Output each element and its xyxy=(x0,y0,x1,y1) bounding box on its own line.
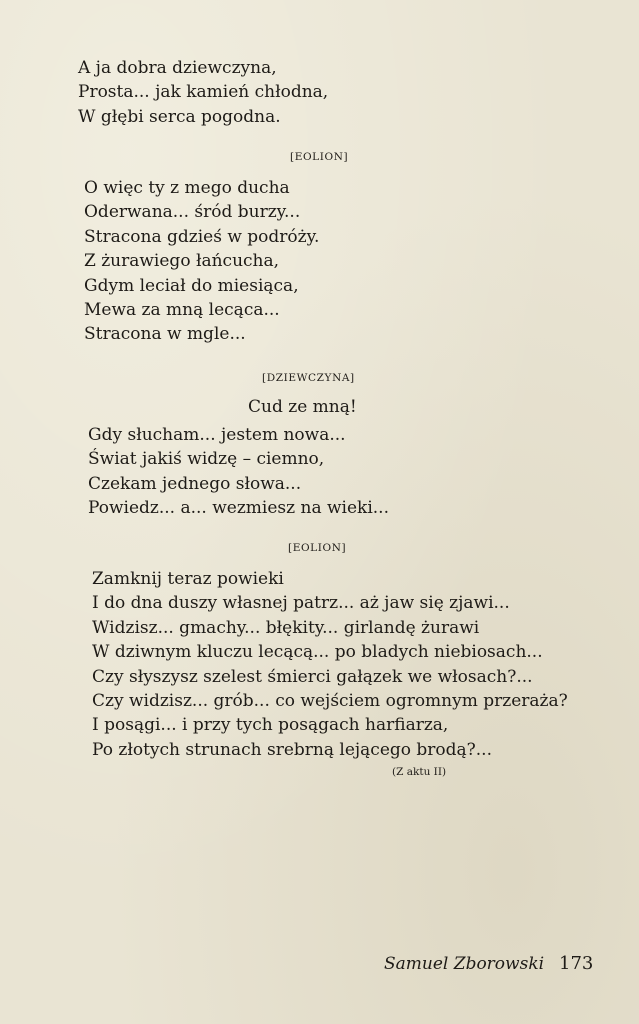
verse-line-indented: Cud ze mną! xyxy=(248,397,357,417)
verse-line: Zamknij teraz powieki xyxy=(92,569,284,589)
source-note: (Z aktu II) xyxy=(392,766,447,778)
verse-line: A ja dobra dziewczyna, xyxy=(78,58,277,78)
verse-line: Czy widzisz... grób... co wejściem ogromnym przeraża? xyxy=(92,691,568,712)
verse-line: O więc ty z mego ducha xyxy=(84,178,290,198)
verse-line: W dziwnym kluczu lecącą... po bladych niebiosach... xyxy=(92,642,543,663)
speaker-label-eolion: [EOLION] xyxy=(288,542,347,554)
verse-line: Stracona w mgle... xyxy=(84,324,246,345)
running-footer-author: Samuel Zborowski xyxy=(384,954,545,974)
stanza-4 xyxy=(92,567,568,762)
speaker-label-dziewczyna: [DZIEWCZYNA] xyxy=(262,372,355,384)
verse-line: I posągi... i przy tych posągach harfiarza, xyxy=(92,715,449,736)
verse-line: Oderwana... śród burzy... xyxy=(84,202,301,223)
verse-line: Czy słyszysz szelest śmierci gałązek we włosach?... xyxy=(92,666,533,687)
verse-line: Powiedz... a... wezmiesz na wieki... xyxy=(88,498,389,519)
verse-line: I do dna duszy własnej patrz... aż jaw się zjawi... xyxy=(92,593,510,614)
verse-line: Prosta... jak kamień chłodna, xyxy=(78,82,329,103)
page-number: 173 xyxy=(559,953,594,974)
verse-line: W głębi serca pogodna. xyxy=(78,106,281,127)
verse-line: Widzisz... gmachy... błękity... girlandę żurawi xyxy=(92,617,480,638)
stanza-2 xyxy=(84,176,319,347)
verse-line: Czekam jednego słowa... xyxy=(88,473,302,494)
verse-line: Po złotych strunach srebrną lejącego brodą?... xyxy=(92,739,492,760)
speaker-label-eolion: [EOLION] xyxy=(290,151,349,163)
verse-line: Gdym leciał do miesiąca, xyxy=(84,275,299,296)
verse-line: Z żurawiego łańcucha, xyxy=(84,251,280,272)
stanza-1 xyxy=(78,56,328,129)
verse-line: Świat jakiś widzę – ciemno, xyxy=(88,449,325,470)
verse-line: Mewa za mną lecąca... xyxy=(84,300,280,321)
verse-line: Gdy słucham... jestem nowa... xyxy=(88,425,346,445)
stanza-3 xyxy=(88,423,389,521)
verse-line: Stracona gdzieś w podróży. xyxy=(84,226,320,247)
